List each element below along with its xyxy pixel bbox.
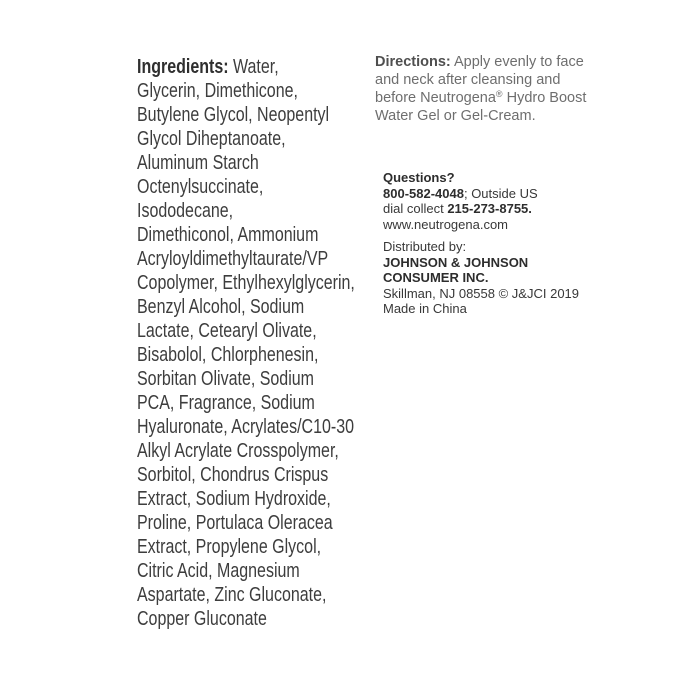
ingredient-line: Sorbitan Olivate, Sodium	[137, 368, 314, 390]
ingredient-line: Extract, Sodium Hydroxide,	[137, 488, 331, 510]
directions-line: and neck after cleansing and	[375, 72, 561, 88]
directions-label: Directions:	[375, 54, 451, 70]
ingredient-line: Octenylsuccinate,	[137, 176, 264, 198]
ingredient-line: Extract, Propylene Glycol,	[137, 536, 322, 558]
ingredient-line: Butylene Glycol, Neopentyl	[137, 104, 330, 126]
directions-line-text: before Neutrogena	[375, 90, 496, 106]
directions-line-text: Hydro Boost	[506, 90, 587, 106]
ingredient-line-text: Water,	[233, 56, 279, 78]
ingredients-label: Ingredients:	[137, 56, 229, 78]
directions-line-text: Apply evenly to face	[453, 54, 584, 70]
directions-section	[375, 53, 615, 125]
ingredients-lines	[137, 79, 377, 631]
directions-line: Water Gel or Gel-Cream.	[375, 108, 536, 124]
company-name-line2: CONSUMER INC.	[383, 270, 489, 285]
phone-line-us	[383, 186, 613, 202]
phone-line-intl	[383, 201, 613, 217]
ingredient-line: Aluminum Starch	[137, 152, 259, 174]
directions-line	[375, 53, 615, 71]
ingredient-line: Citric Acid, Magnesium	[137, 560, 300, 582]
distributor-section	[383, 239, 613, 317]
ingredient-line: Lactate, Cetearyl Olivate,	[137, 320, 317, 342]
directions-line	[375, 89, 615, 107]
website-url: www.neutrogena.com	[383, 216, 509, 232]
ingredient-line: Aspartate, Zinc Gluconate,	[137, 584, 327, 606]
ingredient-line-first	[137, 55, 377, 79]
questions-section	[383, 170, 613, 232]
ingredient-line: Glycol Diheptanoate,	[137, 128, 286, 150]
country-of-origin: Made in China	[383, 301, 467, 316]
ingredient-line: Isododecane,	[137, 200, 234, 222]
ingredient-line: Dimethiconol, Ammonium	[137, 224, 319, 246]
company-name-line1: JOHNSON & JOHNSON	[383, 254, 529, 270]
company-address: Skillman, NJ 08558 © J&JCI 2019	[383, 285, 580, 301]
ingredient-line: Hyaluronate, Acrylates/C10-30	[137, 416, 354, 438]
phone-number-intl: 215-273-8755.	[447, 201, 532, 216]
ingredient-line: Copolymer, Ethylhexylglycerin,	[137, 272, 355, 294]
ingredient-line: Bisabolol, Chlorphenesin,	[137, 344, 319, 366]
ingredient-line: Alkyl Acrylate Crosspolymer,	[137, 440, 339, 462]
ingredient-line: Glycerin, Dimethicone,	[137, 80, 298, 102]
ingredient-line: Acryloyldimethyltaurate/VP	[137, 248, 329, 270]
distributed-by-label: Distributed by:	[383, 239, 467, 254]
ingredient-line: Sorbitol, Chondrus Crispus	[137, 464, 329, 486]
ingredient-line: PCA, Fragrance, Sodium	[137, 392, 315, 414]
phone-number-us: 800-582-4048	[383, 185, 464, 201]
phone-us-suffix: ; Outside US	[463, 185, 538, 201]
ingredient-line: Benzyl Alcohol, Sodium	[137, 296, 305, 318]
ingredient-line: Copper Gluconate	[137, 608, 267, 630]
ingredients-section	[137, 55, 377, 631]
registered-trademark-icon: ®	[495, 89, 503, 99]
questions-heading: Questions?	[383, 170, 455, 185]
dial-collect-prefix: dial collect	[383, 201, 444, 216]
ingredient-line: Proline, Portulaca Oleracea	[137, 512, 333, 534]
